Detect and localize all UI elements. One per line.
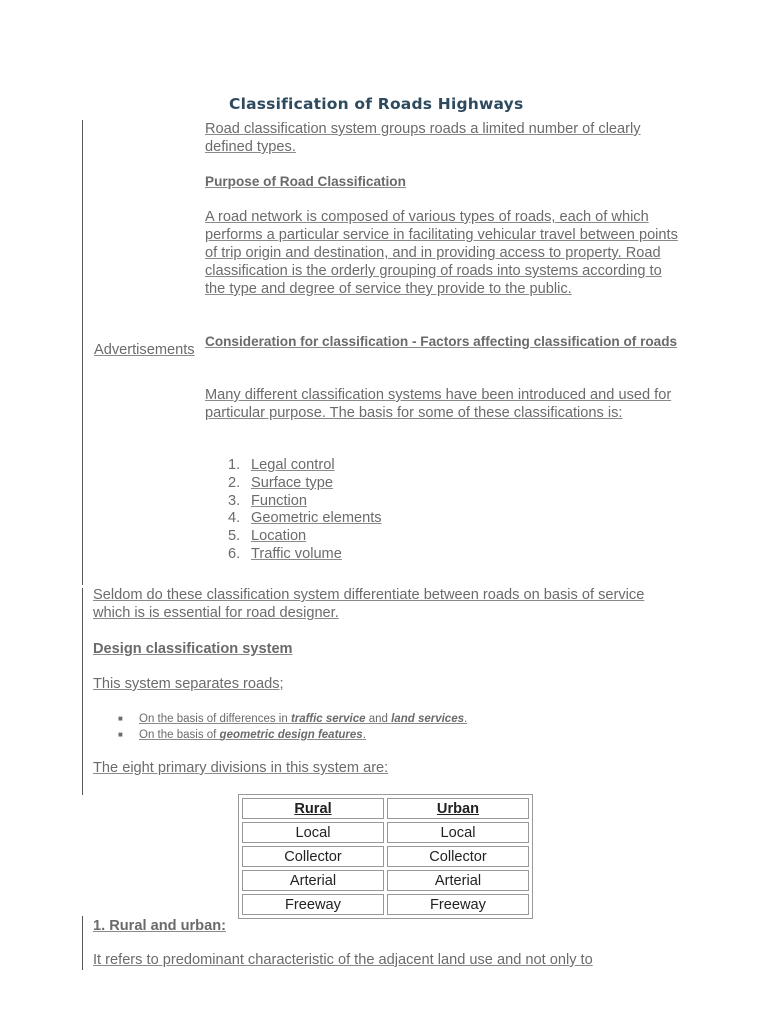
table-cell: Arterial <box>387 870 529 891</box>
divisions-text[interactable]: The eight primary divisions in this system are: <box>93 760 389 776</box>
table-row <box>242 894 529 915</box>
design-intro[interactable]: This system separates roads; <box>93 676 284 692</box>
consideration-text-block <box>205 386 680 422</box>
consideration-heading-block <box>205 333 680 351</box>
table-cell: Collector <box>242 846 384 867</box>
list-item[interactable] <box>228 546 382 564</box>
list-label: Traffic volume <box>251 545 342 562</box>
list-item[interactable] <box>228 528 382 546</box>
list-label: Surface type <box>251 474 333 491</box>
list-number: 1. <box>228 457 241 473</box>
purpose-heading[interactable]: Purpose of Road Classification <box>205 174 406 189</box>
table-cell: Local <box>387 822 529 843</box>
list-item[interactable] <box>228 493 382 511</box>
list-number: 2. <box>228 474 241 491</box>
table-cell: Freeway <box>242 894 384 915</box>
square-bullet-icon: ■ <box>118 730 123 739</box>
list-label: Location <box>251 528 307 545</box>
table-header-row <box>242 798 529 819</box>
margin-rule-3 <box>82 916 83 970</box>
purpose-heading-block <box>205 173 680 191</box>
intro-block <box>205 120 680 156</box>
margin-rule-2 <box>82 588 83 795</box>
table-cell: Collector <box>387 846 529 867</box>
advertisements-link[interactable]: Advertisements <box>94 342 195 358</box>
basis-list <box>228 457 382 564</box>
list-item[interactable]: ■ On the basis of geometric design features. <box>118 729 366 741</box>
list-label: Function <box>251 492 307 509</box>
design-heading[interactable]: Design classification system <box>93 641 293 657</box>
list-item[interactable]: ■ On the basis of differences in traffic service and land services. <box>118 713 468 725</box>
list-label: Geometric elements <box>251 510 382 527</box>
section1-paragraph[interactable]: It refers to predominant characteristic of the adjacent land use and not only to <box>93 952 593 968</box>
list-number: 3. <box>228 492 241 509</box>
table-cell: Freeway <box>387 894 529 915</box>
table-row <box>242 822 529 843</box>
margin-rule-1 <box>82 120 83 585</box>
classification-table <box>238 794 533 919</box>
purpose-paragraph[interactable]: A road network is composed of various types of roads, each of which performs a particular service in facilitating vehicular travel between points of trip origin and destination, and in providing access to property. Road classification is the orderly grouping of roads into systems according to the type and degree of service they provide to the public. <box>205 209 678 297</box>
consideration-paragraph[interactable]: Many different classification systems have been introduced and used for particular purpose. The basis for some of these classifications is: <box>205 387 672 421</box>
table-cell: Local <box>242 822 384 843</box>
purpose-text-block <box>205 208 680 298</box>
list-number: 6. <box>228 545 241 562</box>
list-item[interactable] <box>228 510 382 528</box>
seldom-paragraph[interactable]: Seldom do these classification system differentiate between roads on basis of service which is is essential for road designer. <box>93 587 645 621</box>
consideration-heading[interactable]: Consideration for classification - Factors affecting classification of roads <box>205 334 678 349</box>
table-header-cell: Rural <box>242 798 384 819</box>
list-number: 4. <box>228 510 241 527</box>
list-item[interactable] <box>228 475 382 493</box>
list-label: Legal control <box>251 457 335 473</box>
list-number: 5. <box>228 528 241 545</box>
table-row <box>242 846 529 867</box>
intro-paragraph[interactable]: Road classification system groups roads a limited number of clearly defined types. <box>205 121 641 155</box>
document-title: Classification of Roads Highways <box>229 95 524 113</box>
list-item[interactable] <box>228 457 382 475</box>
table-row <box>242 870 529 891</box>
design-bullet-list <box>118 711 467 743</box>
section1-heading[interactable]: 1. Rural and urban: <box>93 918 226 934</box>
table-cell: Arterial <box>242 870 384 891</box>
table-header-cell: Urban <box>387 798 529 819</box>
square-bullet-icon: ■ <box>118 714 123 723</box>
